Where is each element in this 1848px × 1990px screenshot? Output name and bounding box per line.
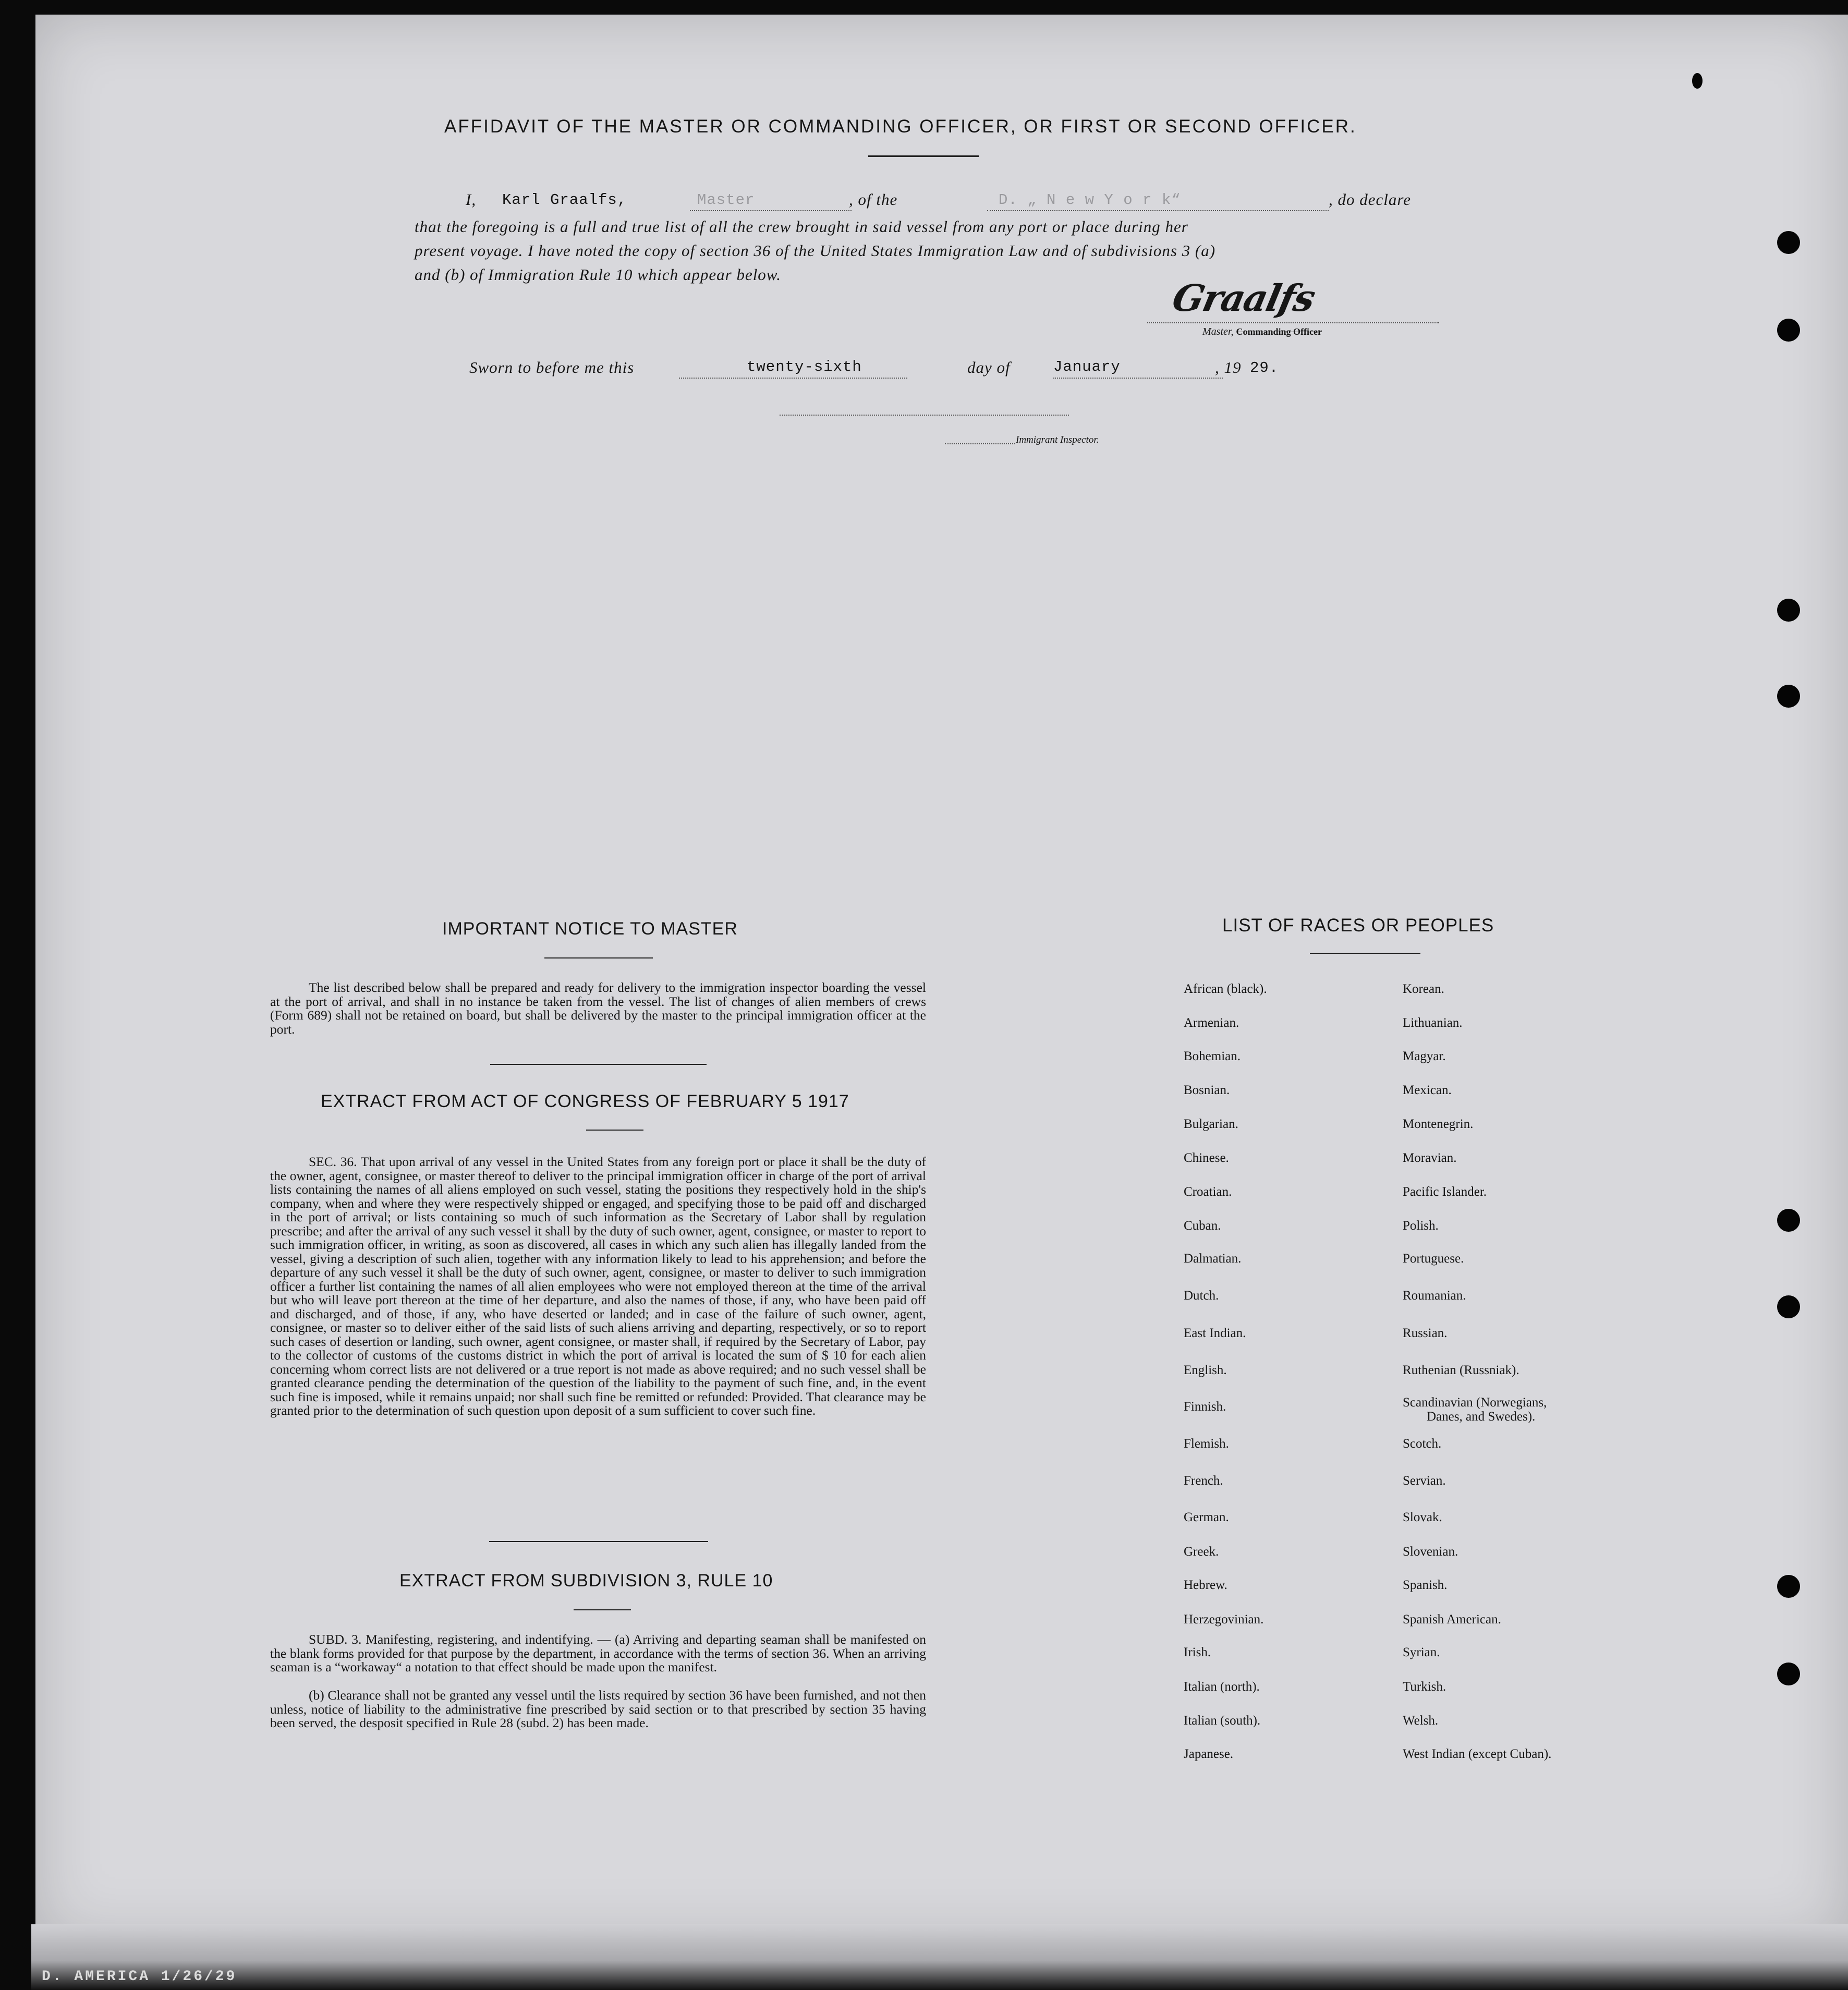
master-signature: Graalfs — [1169, 276, 1319, 320]
race-item: Italian (south). — [1184, 1714, 1261, 1728]
race-item: Croatian. — [1184, 1185, 1232, 1199]
day-of-label: day of — [967, 358, 1011, 377]
race-item: Welsh. — [1403, 1714, 1439, 1728]
race-item: Hebrew. — [1184, 1578, 1227, 1592]
race-item: Scotch. — [1403, 1437, 1442, 1451]
race-item: Polish. — [1403, 1219, 1439, 1233]
race-item: Armenian. — [1184, 1016, 1239, 1030]
notice-end-rule — [490, 1064, 707, 1065]
race-item: East Indian. — [1184, 1326, 1246, 1340]
race-item: Russian. — [1403, 1326, 1448, 1340]
race-item: Korean. — [1403, 982, 1444, 996]
month-underline — [1053, 378, 1223, 379]
rank-typed: Master — [697, 191, 755, 209]
race-item: Cuban. — [1184, 1219, 1221, 1233]
race-item: Spanish American. — [1403, 1612, 1501, 1627]
races-title: LIST OF RACES OR PEOPLES — [1222, 915, 1494, 936]
race-item: Irish. — [1184, 1645, 1211, 1659]
rank-underline — [690, 210, 852, 211]
sheet-bottom-edge — [31, 1924, 1848, 1990]
master-label — [1202, 326, 1322, 338]
race-item: Japanese. — [1184, 1747, 1234, 1761]
vessel-underline — [987, 210, 1329, 211]
race-item: Bulgarian. — [1184, 1117, 1238, 1131]
race-item: Roumanian. — [1403, 1289, 1466, 1303]
sec-36-text: SEC. 36. That upon arrival of any vessel in the United States from any foreign port or place it shall be the duty of the owner, agent, consignee, or master thereof to deliver to the principal immigration officer in charge of the port of arrival lists containing the names of all aliens employed on such vessel, stating the positions they respectively hold in the ship's company, when and where they were respectively shipped or engaged, and specifying those to be paid off and discharged in the port of arrival; or lists containing so much of such information as the Secretary of Labor shall by regulation prescribe; and after the arrival of any such vessel it shall by the duty of such owner, agent, consignee, or master to report to such immigration officer, in writing, as soon as discovered, all cases in which any such alien has illegally landed from the vessel, giving a description of such alien, together with any information likely to lead to his apprehension; and before the departure of any such vessel it shall be the duty of such owner, agent, consignee, or master to deliver to such immigration officer a further list containing the names of all alien employees who were not employed thereon at the time of the arrival but who will leave port thereon at the time of her departure, and also the names of those, if any, who have been paid off and discharged, and of those, if any, who have deserted or landed; and in case of the failure of such owner, agent, consignee, or master so to deliver either of the said lists of such aliens arriving and departing, respectively, or so to report such cases of desertion or landing, such owner, agent consignee, or master shall, if required by the Secretary of Labor, pay to the collector of customs of the customs district in which the port of arrival is located the sum of $ 10 for each alien concerning whom correct lists are not delivered or a true report is not made as above required; and no such vessel shall be granted clearance pending the determination of the question of the liability to the payment of such fine, and, in the event such fine is imposed, while it remains unpaid; nor shall such fine be remitted or refunded: Provided. That clearance may be granted prior to the determination of such question upon deposit of a sum sufficient to cover such fine. — [270, 1154, 926, 1418]
notice-text: The list described below shall be prepared and ready for delivery to the immigration inspector boarding the vessel at the port of arrival, and shall in no instance be taken from the vessel. The list of changes of alien members of crews (Form 689) shall not be retained on board, but shall be delivered by the master to the principal immigration officer at the port. — [270, 980, 926, 1037]
race-item: Ruthenian (Russniak). — [1403, 1363, 1519, 1377]
punch-hole — [1692, 73, 1703, 89]
race-item: Herzegovinian. — [1184, 1612, 1264, 1627]
race-item: Lithuanian. — [1403, 1016, 1463, 1030]
act-extract-title: EXTRACT FROM ACT OF CONGRESS OF FEBRUARY 5 1917 — [321, 1091, 849, 1111]
signature-line — [1147, 322, 1439, 323]
master-name: Karl Graalfs, — [502, 191, 627, 209]
race-item: Slovenian. — [1403, 1545, 1458, 1559]
race-item: Scandinavian (Norwegians, — [1403, 1396, 1547, 1410]
race-item: English. — [1184, 1363, 1227, 1377]
microfilm-footer-stamp: D. AMERICA 1/26/29 — [42, 1969, 237, 1985]
race-item: Bohemian. — [1184, 1049, 1241, 1063]
sworn-day-underline — [679, 378, 907, 379]
inspector-short-line — [945, 443, 1015, 444]
affidavit-line-4: and (b) of Immigration Rule 10 which appear below. — [415, 265, 781, 284]
race-item: Portuguese. — [1403, 1252, 1464, 1266]
punch-hole — [1777, 1575, 1800, 1598]
race-item: Chinese. — [1184, 1151, 1229, 1165]
race-item: Spanish. — [1403, 1578, 1448, 1592]
title-rule — [868, 155, 979, 157]
do-declare-label: , do declare — [1329, 190, 1412, 209]
punch-hole — [1777, 599, 1800, 622]
of-the-label: , of the — [849, 190, 898, 209]
race-item: Moravian. — [1403, 1151, 1457, 1165]
race-item: Italian (north). — [1184, 1680, 1260, 1694]
notice-title: IMPORTANT NOTICE TO MASTER — [442, 919, 738, 939]
affidavit-line-1 — [466, 190, 1441, 213]
punch-hole — [1777, 1209, 1800, 1232]
race-item: German. — [1184, 1510, 1229, 1524]
master-label-text: Master, — [1202, 326, 1234, 337]
race-item: Dutch. — [1184, 1289, 1219, 1303]
inspector-label: Immigrant Inspector. — [1016, 434, 1099, 445]
race-item: Syrian. — [1403, 1645, 1440, 1659]
rule-rule — [574, 1609, 631, 1610]
sworn-month: January — [1053, 358, 1121, 375]
race-item: Slovak. — [1403, 1510, 1442, 1524]
affidavit-line-3: present voyage. I have noted the copy of section 36 of the United States Immigration Law and of subdivisions 3 (a) — [415, 241, 1216, 260]
race-item: Danes, and Swedes). — [1427, 1410, 1536, 1424]
race-item: Mexican. — [1403, 1083, 1452, 1097]
races-rule — [1310, 953, 1420, 954]
race-item: Servian. — [1403, 1474, 1446, 1488]
race-item: Flemish. — [1184, 1437, 1229, 1451]
race-item: Pacific Islander. — [1403, 1185, 1487, 1199]
vessel-typed: D. „ N e w Y o r k“ — [999, 191, 1181, 209]
race-item: Montenegrin. — [1403, 1117, 1474, 1131]
race-item: Greek. — [1184, 1545, 1219, 1559]
year-suffix: 29. — [1250, 359, 1279, 377]
year-prefix: , 19 — [1215, 358, 1242, 377]
affidavit-title: AFFIDAVIT OF THE MASTER OR COMMANDING OFFICER, OR FIRST OR SECOND OFFICER. — [444, 116, 1357, 137]
punch-hole — [1777, 1295, 1800, 1318]
struck-officer-label: Commanding Officer — [1236, 326, 1322, 337]
notice-rule — [544, 957, 653, 958]
race-item: Finnish. — [1184, 1400, 1226, 1414]
race-item: African (black). — [1184, 982, 1267, 996]
subd-b-text: (b) Clearance shall not be granted any vessel until the lists required by section 36 have been furnished, and not then unless, notice of liability to the administrative fine prescribed by said section or to that prescribed by section 35 having been served, the desposit specified in Rule 28 (subd. 2) has been made. — [270, 1688, 926, 1730]
inspector-signature-line — [780, 415, 1069, 416]
race-item: Bosnian. — [1184, 1083, 1230, 1097]
rule-extract-title: EXTRACT FROM SUBDIVISION 3, RULE 10 — [399, 1571, 773, 1591]
race-item: French. — [1184, 1474, 1223, 1488]
sworn-day: twenty-sixth — [747, 358, 862, 375]
act-end-rule — [489, 1541, 708, 1542]
act-rule — [586, 1130, 643, 1131]
sworn-line — [469, 358, 1304, 381]
punch-hole — [1777, 231, 1800, 254]
sworn-label: Sworn to before me this — [469, 358, 635, 377]
race-item: Turkish. — [1403, 1680, 1446, 1694]
i-label: I, — [466, 190, 477, 209]
race-item: West Indian (except Cuban). — [1403, 1747, 1552, 1761]
punch-hole — [1777, 685, 1800, 708]
punch-hole — [1777, 1663, 1800, 1685]
race-item: Magyar. — [1403, 1049, 1446, 1063]
affidavit-line-2: that the foregoing is a full and true list of all the crew brought in said vessel from any port or place during her — [415, 217, 1188, 236]
race-item: Dalmatian. — [1184, 1252, 1242, 1266]
subd-a-text: SUBD. 3. Manifesting, registering, and indentifying. — (a) Arriving and departing seaman shall be manifested on the blank forms provided for that purpose by the department, in accordance with the terms of section 36. When an arriving seaman is a “workaway“ a notation to that effect should be made upon the manifest. — [270, 1632, 926, 1674]
punch-hole — [1777, 319, 1800, 342]
